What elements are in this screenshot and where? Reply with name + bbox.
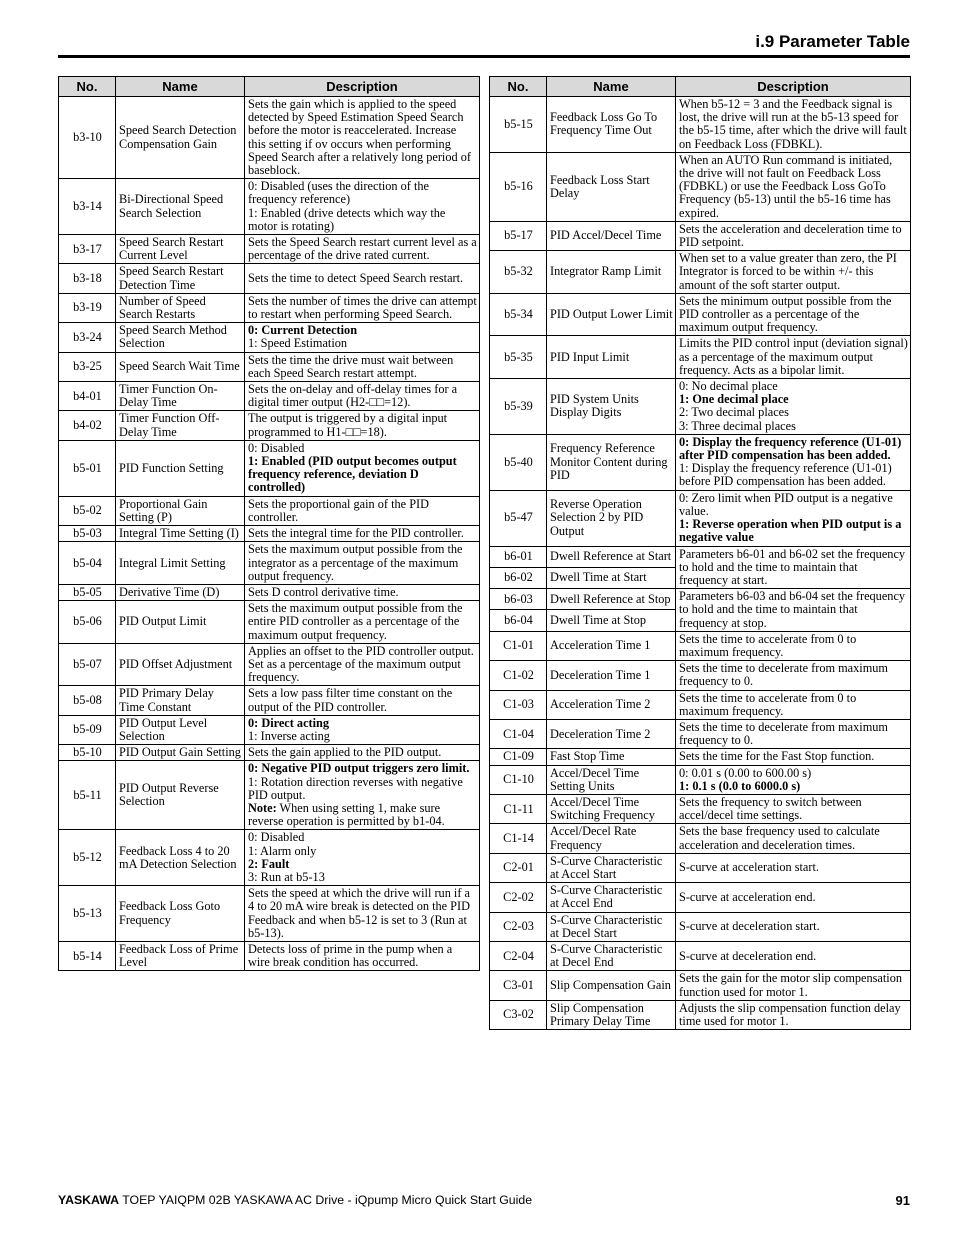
page-header: [58, 32, 910, 54]
footer-text: TOEP YAIQPM 02B YASKAWA AC Drive - iQpump Micro Quick Start Guide: [119, 1193, 533, 1207]
param-name: Bi-Directional Speed Search Selection: [116, 179, 245, 235]
param-number: C1-10: [490, 765, 547, 794]
description-line: When set to a value greater than zero, the PI Integrator is forced to be within +/- this amount of the soft starter output.: [679, 251, 897, 292]
note-text: When using setting 1, make sure reverse operation is permitted by b1-04.: [248, 800, 445, 829]
param-name: Dwell Time at Start: [547, 567, 676, 588]
table-row: [59, 235, 480, 264]
param-name: S-Curve Characteristic at Accel End: [547, 883, 676, 912]
description-line: 0: Negative PID output triggers zero limit.: [248, 761, 470, 776]
param-name: Accel/Decel Rate Frequency: [547, 824, 676, 853]
table-row: [490, 883, 911, 912]
param-name: Accel/Decel Time Switching Frequency: [547, 794, 676, 823]
table-row: [490, 631, 911, 660]
table-row: [59, 526, 480, 542]
table-row: [490, 765, 911, 794]
description-line: Limits the PID control input (deviation signal) as a percentage of the maximum output frequency. Acts as a bipolar limit.: [679, 336, 908, 377]
param-name: Speed Search Wait Time: [116, 352, 245, 381]
description-line: 3: Run at b5-13: [248, 869, 325, 884]
table-row: [490, 379, 911, 435]
table-row: [490, 794, 911, 823]
param-name: PID Output Level Selection: [116, 715, 245, 744]
param-number: C1-02: [490, 661, 547, 690]
param-description: [676, 794, 911, 823]
param-name: PID System Units Display Digits: [547, 379, 676, 435]
description-line: Applies an offset to the PID controller output. Set as a percentage of the maximum output frequency.: [248, 643, 474, 685]
param-description: [245, 686, 480, 715]
param-number: b5-11: [59, 761, 116, 830]
param-description: [676, 765, 911, 794]
param-number: b3-24: [59, 323, 116, 352]
param-number: C2-01: [490, 853, 547, 882]
description-line: 1: Enabled (drive detects which way the motor is rotating): [248, 205, 446, 233]
param-description: [245, 264, 480, 293]
description-line: 0: Direct acting: [248, 715, 330, 730]
table-row: [59, 440, 480, 496]
description-line: Sets the time to accelerate from 0 to maximum frequency.: [679, 631, 857, 659]
description-line: Sets the time the drive must wait between each Speed Search restart attempt.: [248, 352, 454, 380]
description-line: Sets the gain which is applied to the speed detected by Speed Estimation Speed Search before the motor is reaccelerated. Increase this setting if ov occurs when performing Speed Search after a relatively long period of baseblock.: [248, 97, 471, 178]
param-number: b5-06: [59, 601, 116, 644]
param-name: Dwell Reference at Start: [547, 546, 676, 567]
table-row: [490, 853, 911, 882]
description-line: Sets the proportional gain of the PID controller.: [248, 496, 430, 524]
table-row: [490, 546, 911, 567]
note-label: Note:: [248, 800, 277, 815]
param-name: PID Accel/Decel Time: [547, 221, 676, 250]
param-description: [245, 323, 480, 352]
param-number: b5-14: [59, 941, 116, 970]
table-body: [59, 97, 480, 971]
param-name: PID Output Gain Setting: [116, 745, 245, 761]
param-description: [676, 97, 911, 153]
param-number: b3-10: [59, 97, 116, 179]
table-row: [490, 912, 911, 941]
param-name: Dwell Reference at Stop: [547, 589, 676, 610]
description-line: Sets the Speed Search restart current level as a percentage of the drive rated current.: [248, 235, 477, 263]
table-row: [59, 941, 480, 970]
param-name: PID Output Limit: [116, 601, 245, 644]
description-line: 0: 0.01 s (0.00 to 600.00 s): [679, 765, 812, 780]
param-name: Timer Function Off-Delay Time: [116, 411, 245, 440]
param-number: b5-35: [490, 336, 547, 379]
description-line: Sets a low pass filter time constant on the output of the PID controller.: [248, 686, 453, 714]
table-row: [490, 719, 911, 748]
param-description: [245, 601, 480, 644]
param-number: b5-08: [59, 686, 116, 715]
param-number: b6-04: [490, 610, 547, 631]
param-number: b5-01: [59, 440, 116, 496]
description-line: Sets the time to accelerate from 0 to maximum frequency.: [679, 690, 857, 718]
column-header-no: No.: [490, 77, 547, 97]
description-line: Sets the gain for the motor slip compensation function used for motor 1.: [679, 971, 903, 999]
param-description: [676, 490, 911, 546]
description-line: 3: Three decimal places: [679, 418, 796, 433]
table-row: [59, 830, 480, 886]
description-line: 1: Speed Estimation: [248, 336, 348, 351]
param-description: [245, 542, 480, 585]
description-line: Parameters b6-01 and b6-02 set the frequency to hold and the time to maintain that frequency at start.: [679, 546, 906, 587]
param-description: [245, 179, 480, 235]
param-description: [676, 251, 911, 294]
param-description: [245, 643, 480, 686]
param-number: b5-07: [59, 643, 116, 686]
description-line: 2: Fault: [248, 856, 290, 871]
description-line: Sets the number of times the drive can attempt to restart when performing Speed Search.: [248, 293, 477, 322]
param-description: [676, 546, 911, 589]
param-name: PID Output Lower Limit: [547, 293, 676, 336]
description-line: Sets the time to detect Speed Search restart.: [248, 271, 464, 286]
param-description: [245, 382, 480, 411]
param-description: [245, 715, 480, 744]
description-line: 1: Display the frequency reference (U1-01) before PID compensation has been added.: [679, 461, 892, 489]
description-line: 1: Inverse acting: [248, 728, 330, 743]
description-line: Sets the minimum output possible from the PID controller as a percentage of the maximum output frequency.: [679, 293, 892, 335]
table-row: [59, 715, 480, 744]
table-header-row: [59, 77, 480, 97]
column-header-description: Description: [676, 77, 911, 97]
param-description: [676, 749, 911, 765]
param-number: C3-01: [490, 971, 547, 1000]
param-description: [245, 584, 480, 600]
description-line: Sets the acceleration and deceleration time to PID setpoint.: [679, 221, 902, 250]
column-header-name: Name: [116, 77, 245, 97]
param-number: b6-03: [490, 589, 547, 610]
description-line: Sets D control derivative time.: [248, 584, 399, 599]
description-line: 1: Rotation direction reverses with negative PID output.: [248, 774, 463, 802]
table-row: [59, 293, 480, 322]
parameter-table-left: [58, 76, 480, 971]
param-name: Integral Limit Setting: [116, 542, 245, 585]
param-name: Timer Function On-Delay Time: [116, 382, 245, 411]
description-line: Sets the frequency to switch between accel/decel time settings.: [679, 794, 862, 823]
description-line: 1: Reverse operation when PID output is a negative value: [679, 517, 902, 545]
param-description: [676, 379, 911, 435]
description-line: Parameters b6-03 and b6-04 set the frequency to hold and the time to maintain that frequency at stop.: [679, 589, 906, 630]
param-description: [676, 434, 911, 490]
description-line: Sets the gain applied to the PID output.: [248, 745, 442, 760]
table-row: [490, 589, 911, 610]
header-rule: [58, 55, 910, 58]
page-number: 91: [895, 1193, 910, 1208]
param-number: b5-13: [59, 886, 116, 942]
param-name: Integrator Ramp Limit: [547, 251, 676, 294]
param-name: PID Function Setting: [116, 440, 245, 496]
param-number: b5-09: [59, 715, 116, 744]
param-number: b5-05: [59, 584, 116, 600]
param-description: [245, 761, 480, 830]
param-number: b5-17: [490, 221, 547, 250]
param-name: Frequency Reference Monitor Content during PID: [547, 434, 676, 490]
param-name: PID Offset Adjustment: [116, 643, 245, 686]
table-row: [490, 661, 911, 690]
param-name: Accel/Decel Time Setting Units: [547, 765, 676, 794]
description-line: S-curve at acceleration end.: [679, 889, 816, 904]
param-description: [676, 1000, 911, 1029]
table-row: [490, 941, 911, 970]
param-name: Acceleration Time 1: [547, 631, 676, 660]
param-number: b3-14: [59, 179, 116, 235]
param-number: b3-18: [59, 264, 116, 293]
param-description: [245, 830, 480, 886]
table-row: [490, 490, 911, 546]
description-line: 1: Enabled (PID output becomes output frequency reference, deviation D controlled): [248, 454, 457, 495]
description-line: S-curve at deceleration start.: [679, 919, 820, 934]
param-number: C2-03: [490, 912, 547, 941]
description-line: Sets the time for the Fast Stop function.: [679, 749, 875, 764]
param-name: Speed Search Method Selection: [116, 323, 245, 352]
param-description: [676, 661, 911, 690]
param-number: b5-04: [59, 542, 116, 585]
param-number: C1-09: [490, 749, 547, 765]
param-description: [245, 235, 480, 264]
table-row: [59, 352, 480, 381]
param-number: b6-01: [490, 546, 547, 567]
param-description: [676, 941, 911, 970]
description-line: 0: Zero limit when PID output is a negative value.: [679, 490, 893, 518]
param-number: b5-39: [490, 379, 547, 435]
param-name: Derivative Time (D): [116, 584, 245, 600]
table-row: [490, 293, 911, 336]
table-row: [490, 221, 911, 250]
param-number: C2-02: [490, 883, 547, 912]
table-header-row: [490, 77, 911, 97]
table-row: [59, 584, 480, 600]
table-row: [59, 323, 480, 352]
param-description: [245, 352, 480, 381]
table-row: [490, 97, 911, 153]
table-row: [59, 761, 480, 830]
description-line: Sets the on-delay and off-delay times for a digital timer output (H2-□□=12).: [248, 382, 458, 410]
column-header-description: Description: [245, 77, 480, 97]
param-description: [676, 690, 911, 719]
description-line: S-curve at acceleration start.: [679, 860, 819, 875]
table-row: [59, 601, 480, 644]
param-description: [245, 440, 480, 496]
param-name: Speed Search Detection Compensation Gain: [116, 97, 245, 179]
description-line: S-curve at deceleration end.: [679, 948, 817, 963]
table-body: [490, 97, 911, 1030]
description-line: Adjusts the slip compensation function delay time used for motor 1.: [679, 1000, 901, 1028]
param-name: S-Curve Characteristic at Accel Start: [547, 853, 676, 882]
param-number: b5-03: [59, 526, 116, 542]
param-name: Acceleration Time 2: [547, 690, 676, 719]
param-description: [676, 883, 911, 912]
table-row: [490, 251, 911, 294]
param-name: Feedback Loss Go To Frequency Time Out: [547, 97, 676, 153]
table-row: [59, 643, 480, 686]
footer: [58, 1193, 532, 1207]
param-number: b5-02: [59, 496, 116, 525]
param-description: [676, 589, 911, 632]
description-line: 0: Current Detection: [248, 323, 358, 338]
table-row: [59, 97, 480, 179]
description-line: [248, 802, 477, 828]
param-name: PID Output Reverse Selection: [116, 761, 245, 830]
param-number: b4-01: [59, 382, 116, 411]
table-row: [490, 690, 911, 719]
param-name: PID Input Limit: [547, 336, 676, 379]
param-name: Feedback Loss of Prime Level: [116, 941, 245, 970]
param-description: [676, 853, 911, 882]
param-description: [245, 293, 480, 322]
description-line: 0: No decimal place: [679, 379, 778, 394]
param-number: b5-34: [490, 293, 547, 336]
param-number: C1-11: [490, 794, 547, 823]
description-line: Sets the maximum output possible from the integrator as a percentage of the maximum output frequency.: [248, 542, 463, 583]
table-row: [59, 542, 480, 585]
param-name: S-Curve Characteristic at Decel End: [547, 941, 676, 970]
table-row: [59, 886, 480, 942]
param-description: [676, 971, 911, 1000]
description-line: Detects loss of prime in the pump when a wire break condition has occurred.: [248, 941, 453, 970]
param-name: Slip Compensation Primary Delay Time: [547, 1000, 676, 1029]
table-row: [490, 152, 911, 221]
param-number: b5-10: [59, 745, 116, 761]
param-number: b3-17: [59, 235, 116, 264]
param-name: Fast Stop Time: [547, 749, 676, 765]
description-line: Sets the time to decelerate from maximum frequency to 0.: [679, 661, 888, 689]
description-line: 1: 0.1 s (0.0 to 6000.0 s): [679, 778, 801, 793]
param-name: Feedback Loss Start Delay: [547, 152, 676, 221]
param-number: C1-01: [490, 631, 547, 660]
section-title: i.9 Parameter Table: [755, 32, 910, 51]
column-header-name: Name: [547, 77, 676, 97]
table-row: [490, 971, 911, 1000]
description-line: 2: Two decimal places: [679, 405, 789, 420]
param-number: b3-19: [59, 293, 116, 322]
param-number: C1-14: [490, 824, 547, 853]
param-number: b4-02: [59, 411, 116, 440]
param-description: [676, 719, 911, 748]
table-row: [59, 382, 480, 411]
description-line: Sets the speed at which the drive will run if a 4 to 20 mA wire break is detected on the PID Feedback and when b5-12 is set to 3 (Run at b5-13).: [248, 886, 470, 940]
param-name: Speed Search Restart Detection Time: [116, 264, 245, 293]
table-row: [490, 434, 911, 490]
table-row: [490, 824, 911, 853]
column-header-no: No.: [59, 77, 116, 97]
param-description: [676, 152, 911, 221]
param-name: Deceleration Time 1: [547, 661, 676, 690]
table-row: [59, 264, 480, 293]
param-number: b5-16: [490, 152, 547, 221]
param-description: [676, 912, 911, 941]
param-name: Feedback Loss Goto Frequency: [116, 886, 245, 942]
description-line: Sets the base frequency used to calculate acceleration and deceleration times.: [679, 824, 880, 852]
param-description: [245, 526, 480, 542]
param-number: b5-12: [59, 830, 116, 886]
param-description: [676, 221, 911, 250]
description-line: When b5-12 = 3 and the Feedback signal is lost, the drive will run at the b5-13 speed for the b5-15 time, after which the drive will fault on Feedback Loss (FDBKL).: [679, 97, 907, 151]
param-description: [676, 336, 911, 379]
description-line: 1: Alarm only: [248, 843, 317, 858]
param-description: [676, 631, 911, 660]
param-number: b3-25: [59, 352, 116, 381]
param-name: Feedback Loss 4 to 20 mA Detection Selection: [116, 830, 245, 886]
param-name: Dwell Time at Stop: [547, 610, 676, 631]
param-description: [245, 97, 480, 179]
param-description: [245, 941, 480, 970]
table-row: [59, 496, 480, 525]
param-description: [676, 293, 911, 336]
description-line: 1: One decimal place: [679, 392, 789, 407]
param-name: Number of Speed Search Restarts: [116, 293, 245, 322]
table-row: [490, 336, 911, 379]
param-name: Deceleration Time 2: [547, 719, 676, 748]
param-name: Speed Search Restart Current Level: [116, 235, 245, 264]
table-row: [59, 686, 480, 715]
param-number: C1-03: [490, 690, 547, 719]
param-name: Integral Time Setting (I): [116, 526, 245, 542]
param-number: C2-04: [490, 941, 547, 970]
param-description: [676, 824, 911, 853]
param-name: Proportional Gain Setting (P): [116, 496, 245, 525]
table-row: [490, 749, 911, 765]
param-name: S-Curve Characteristic at Decel Start: [547, 912, 676, 941]
description-line: When an AUTO Run command is initiated, the drive will not fault on Feedback Loss (FDBKL) or use the Feedback Loss GoTo Frequency (b5-13) until the b5-16 time has expired.: [679, 152, 893, 220]
param-number: b5-32: [490, 251, 547, 294]
param-description: [245, 411, 480, 440]
param-description: [245, 496, 480, 525]
table-row: [59, 411, 480, 440]
param-description: [245, 745, 480, 761]
description-line: 0: Display the frequency reference (U1-01) after PID compensation has been added.: [679, 434, 902, 463]
table-row: [59, 179, 480, 235]
description-line: Sets the time to decelerate from maximum frequency to 0.: [679, 719, 888, 748]
param-name: Slip Compensation Gain: [547, 971, 676, 1000]
param-number: b5-47: [490, 490, 547, 546]
description-line: 0: Disabled (uses the direction of the frequency reference): [248, 179, 429, 207]
description-line: 0: Disabled: [248, 830, 305, 845]
param-name: Reverse Operation Selection 2 by PID Output: [547, 490, 676, 546]
description-line: Sets the maximum output possible from the entire PID controller as a percentage of the maximum output frequency.: [248, 601, 463, 642]
param-number: C1-04: [490, 719, 547, 748]
param-name: PID Primary Delay Time Constant: [116, 686, 245, 715]
param-number: b6-02: [490, 567, 547, 588]
description-line: The output is triggered by a digital input programmed to H1-□□=18).: [248, 411, 448, 439]
param-number: b5-40: [490, 434, 547, 490]
parameter-table-right: [489, 76, 911, 1030]
table-row: [59, 745, 480, 761]
param-number: C3-02: [490, 1000, 547, 1029]
footer-brand: YASKAWA: [58, 1193, 120, 1207]
description-line: 0: Disabled: [248, 440, 305, 455]
table-row: [490, 1000, 911, 1029]
description-line: Sets the integral time for the PID controller.: [248, 526, 464, 541]
param-number: b5-15: [490, 97, 547, 153]
param-description: [245, 886, 480, 942]
